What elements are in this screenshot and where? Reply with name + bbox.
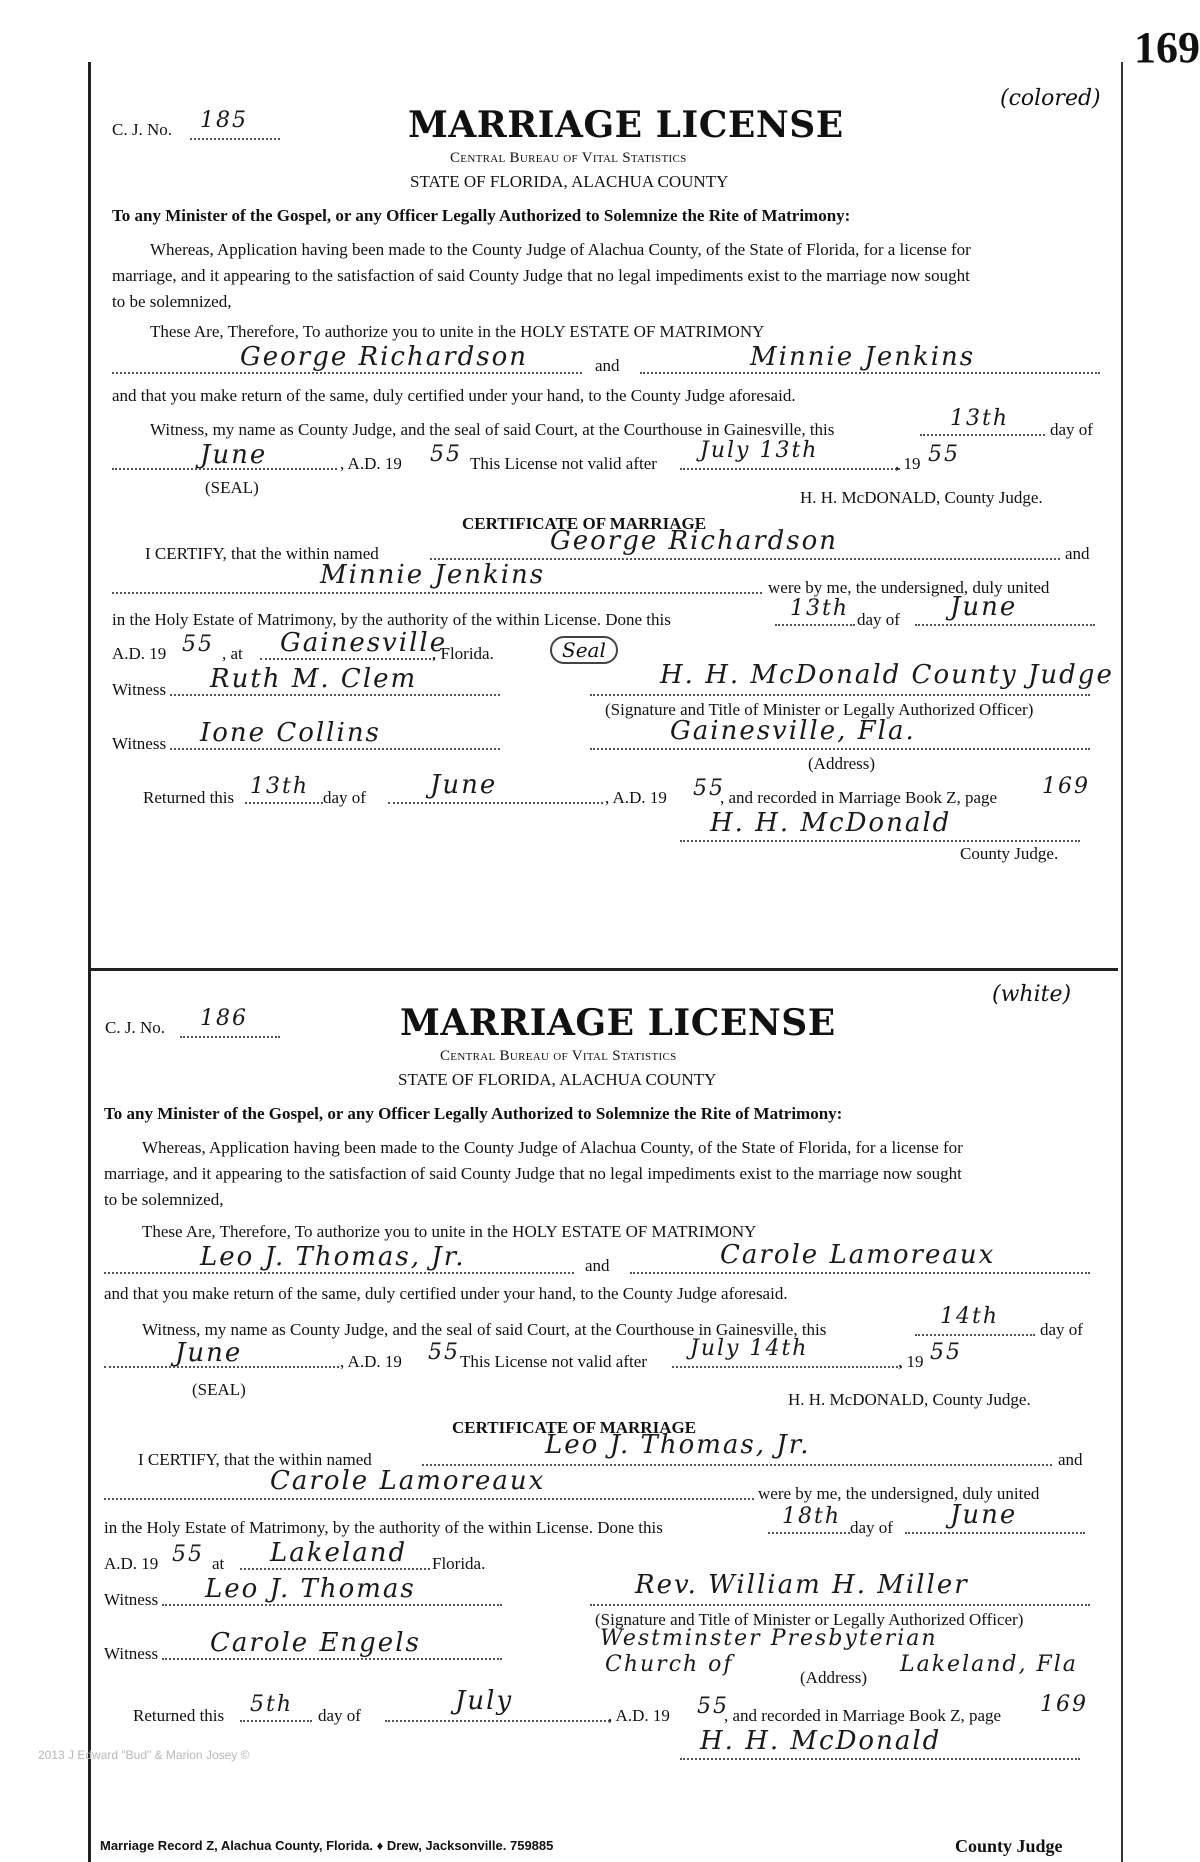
done-year: 55 — [172, 1542, 204, 1567]
seal-label: (SEAL) — [192, 1380, 246, 1399]
returned-day: 5th — [250, 1692, 294, 1717]
recorded-label: , and recorded in Marriage Book Z, page — [720, 788, 998, 807]
judge-sig-line — [680, 1758, 1080, 1760]
witness1-line — [162, 1604, 502, 1606]
witness1-name: Ruth M. Clem — [210, 664, 418, 694]
certify-label: I CERTIFY, that the within named — [145, 544, 379, 563]
whereas-line-1: Whereas, Application having been made to the County Judge of Alachua County, of the State of Florida, for a license for — [150, 240, 971, 259]
returned-this-label: Returned this — [143, 788, 235, 807]
whereas-line-2: marriage, and it appearing to the satisfaction of said County Judge that no legal impediments exist to the marriage now sought — [104, 1164, 962, 1183]
officiant-address-1: Westminster Presbyterian — [600, 1626, 938, 1651]
seal-stamp-text: Seal — [562, 638, 606, 662]
authorize-line: These Are, Therefore, To authorize you to unite in the HOLY ESTATE OF MATRIMONY — [150, 322, 765, 341]
done-month: June — [950, 1500, 1018, 1530]
not-valid-label: This License not valid after — [460, 1352, 647, 1371]
at-label: at — [212, 1554, 225, 1573]
bureau-subtitle: Central Bureau of Vital Statistics — [450, 150, 687, 166]
issue-month-line — [112, 468, 337, 470]
done-day: 13th — [790, 596, 850, 621]
bride-name: Carole Lamoreaux — [720, 1240, 996, 1270]
ad2-label: A.D. 19 — [112, 644, 167, 663]
returned-year: 55 — [697, 1694, 729, 1719]
cj-number: 185 — [200, 108, 248, 133]
cj-line — [180, 1036, 280, 1038]
and-label: and — [595, 356, 620, 375]
officiant-signature: Rev. William H. Miller — [635, 1570, 969, 1600]
bride-line — [630, 1272, 1090, 1274]
holy-estate-label: in the Holy Estate of Matrimony, by the authority of the within License. Done this — [112, 610, 671, 629]
were-by-me-label: were by me, the undersigned, duly united — [768, 578, 1050, 597]
officiant-signature: H. H. McDonald County Judge — [660, 660, 1114, 690]
footer-county-judge: County Judge — [955, 1836, 1063, 1856]
expiry-line — [680, 468, 900, 470]
issue-day-line — [915, 1334, 1035, 1336]
issue-year: 55 — [428, 1340, 460, 1365]
recorded-label: , and recorded in Marriage Book Z, page — [724, 1706, 1002, 1725]
state-subtitle: STATE OF FLORIDA, ALACHUA COUNTY — [398, 1070, 717, 1089]
seal-stamp — [550, 636, 618, 664]
done-day-line — [775, 624, 855, 626]
returned-day: 13th — [250, 774, 310, 799]
issue-day: 14th — [940, 1304, 1000, 1329]
record-page: 169 — [1040, 1692, 1088, 1717]
cj-label: C. J. No. — [105, 1018, 165, 1037]
judge-signature: H. H. McDonald — [710, 808, 952, 838]
witness2-line — [170, 748, 500, 750]
whereas-line-1: Whereas, Application having been made to the County Judge of Alachua County, of the State of Florida, for a license for — [142, 1138, 963, 1157]
florida-label: , Florida. — [432, 644, 494, 663]
officiant-address: Gainesville, Fla. — [670, 716, 916, 746]
license-title: MARRIAGE LICENSE — [400, 1002, 836, 1044]
done-month: June — [950, 592, 1018, 622]
place-line — [240, 1568, 430, 1570]
place-name: Gainesville — [280, 628, 448, 658]
bride-name: Minnie Jenkins — [750, 342, 976, 372]
judge-name: H. H. McDONALD, County Judge. — [788, 1390, 1031, 1409]
county-judge-label: County Judge. — [960, 844, 1059, 863]
returned-this-label: Returned this — [133, 1706, 225, 1725]
returned-day-of-label: day of — [318, 1706, 361, 1725]
race-note: (white) — [992, 982, 1072, 1007]
done-day: 18th — [782, 1504, 842, 1529]
place-name: Lakeland — [270, 1538, 408, 1568]
witness1-label: Witness — [104, 1590, 159, 1609]
license-title: MARRIAGE LICENSE — [408, 104, 844, 146]
groom-name: Leo J. Thomas, Jr. — [200, 1242, 466, 1272]
expiry-date: July 13th — [700, 438, 819, 463]
expiry-line — [672, 1366, 902, 1368]
done-day-of-label: day of — [857, 610, 900, 629]
state-subtitle: STATE OF FLORIDA, ALACHUA COUNTY — [410, 172, 729, 191]
returned-month-line — [385, 1720, 610, 1722]
witness1-line — [170, 694, 500, 696]
cj-line — [190, 138, 280, 140]
place-line — [260, 658, 435, 660]
section-divider — [88, 968, 1118, 971]
ad3-label: , A.D. 19 — [605, 788, 667, 807]
certificate-title: CERTIFICATE OF MARRIAGE — [462, 514, 707, 533]
page-number: 169 — [1134, 23, 1200, 72]
record-page: 169 — [1042, 774, 1090, 799]
expiry-year: 55 — [930, 1340, 962, 1365]
cert-groom-name: George Richardson — [550, 526, 839, 556]
cj-label: C. J. No. — [112, 120, 172, 139]
certify-label: I CERTIFY, that the within named — [138, 1450, 372, 1469]
expiry-year: 55 — [928, 442, 960, 467]
issue-day-line — [920, 434, 1045, 436]
returned-day-line — [245, 802, 323, 804]
florida-label: Florida. — [432, 1554, 486, 1573]
returned-year: 55 — [693, 776, 725, 801]
cert-bride-name: Minnie Jenkins — [320, 560, 546, 590]
whereas-line-2: marriage, and it appearing to the satisfaction of said County Judge that no legal impediments exist to the marriage now sought — [112, 266, 970, 285]
authorize-line: These Are, Therefore, To authorize you to unite in the HOLY ESTATE OF MATRIMONY — [142, 1222, 757, 1241]
bride-line — [640, 372, 1100, 374]
holy-estate-label: in the Holy Estate of Matrimony, by the authority of the within License. Done this — [104, 1518, 663, 1537]
groom-line — [104, 1272, 574, 1274]
judge-name: H. H. McDONALD, County Judge. — [800, 488, 1043, 507]
ad-label: , A.D. 19 — [340, 1352, 402, 1371]
cert-bride-line — [112, 592, 762, 594]
returned-month: July — [455, 1686, 514, 1716]
witness2-name: Ione Collins — [200, 718, 381, 748]
witness1-label: Witness — [112, 680, 167, 699]
address-line: To any Minister of the Gospel, or any Officer Legally Authorized to Solemnize the Rite of Matrimony: — [112, 206, 851, 225]
return-line: and that you make return of the same, duly certified under your hand, to the County Judge aforesaid. — [112, 386, 796, 405]
expiry-19: , 19 — [895, 454, 921, 473]
witness2-label: Witness — [112, 734, 167, 753]
day-of-label: day of — [1050, 420, 1093, 439]
officiant-line — [590, 694, 1090, 696]
return-line: and that you make return of the same, duly certified under your hand, to the County Judge aforesaid. — [104, 1284, 788, 1303]
seal-label: (SEAL) — [205, 478, 259, 497]
at-label: , at — [222, 644, 243, 663]
issue-day: 13th — [950, 406, 1010, 431]
returned-day-of-label: day of — [323, 788, 366, 807]
issue-year: 55 — [430, 442, 462, 467]
witness1-name: Leo J. Thomas — [205, 1574, 416, 1604]
officiant-line — [590, 1604, 1090, 1606]
and-label: and — [585, 1256, 610, 1275]
witness2-name: Carole Engels — [210, 1628, 421, 1658]
judge-signature: H. H. McDonald — [700, 1726, 942, 1756]
witness-judge-text: Witness, my name as County Judge, and the seal of said Court, at the Courthouse in Gainesville, this — [142, 1320, 827, 1339]
signature-caption: (Signature and Title of Minister or Legally Authorized Officer) — [605, 700, 1034, 719]
address-caption: (Address) — [808, 754, 876, 773]
ad2-label: A.D. 19 — [104, 1554, 159, 1573]
address-line-dots — [590, 748, 1090, 750]
issue-month: June — [200, 440, 268, 470]
groom-line — [112, 372, 582, 374]
expiry-date: July 14th — [690, 1336, 809, 1361]
ad3-label: , A.D. 19 — [608, 1706, 670, 1725]
returned-day-line — [240, 1720, 312, 1722]
ad-label: , A.D. 19 — [340, 454, 402, 473]
day-of-label: day of — [1040, 1320, 1083, 1339]
cj-number: 186 — [200, 1006, 248, 1031]
not-valid-label: This License not valid after — [470, 454, 657, 473]
done-year: 55 — [182, 632, 214, 657]
race-note: (colored) — [1000, 86, 1101, 111]
expiry-19: , 19 — [898, 1352, 924, 1371]
cert-bride-name: Carole Lamoreaux — [270, 1466, 546, 1496]
judge-sig-line — [680, 840, 1080, 842]
signature-caption: (Signature and Title of Minister or Legally Authorized Officer) — [595, 1610, 1024, 1629]
witness2-label: Witness — [104, 1644, 159, 1663]
address-line: To any Minister of the Gospel, or any Officer Legally Authorized to Solemnize the Rite of Matrimony: — [104, 1104, 843, 1123]
done-month-line — [905, 1532, 1085, 1534]
cert-and-label: and — [1065, 544, 1090, 563]
witness2-line — [162, 1658, 502, 1660]
were-by-me-label: were by me, the undersigned, duly united — [758, 1484, 1040, 1503]
cert-groom-name: Leo J. Thomas, Jr. — [545, 1430, 811, 1460]
done-day-line — [768, 1532, 850, 1534]
footer-imprint: Marriage Record Z, Alachua County, Florida. ♦ Drew, Jacksonville. 759885 — [100, 1838, 554, 1853]
copyright-watermark: 2013 J Edward "Bud" & Marion Josey © — [38, 1748, 250, 1762]
whereas-line-3: to be solemnized, — [104, 1190, 224, 1209]
returned-month-line — [388, 802, 603, 804]
officiant-address-3: Lakeland, Fla — [900, 1652, 1078, 1677]
certificate-title: CERTIFICATE OF MARRIAGE — [452, 1418, 697, 1437]
officiant-address-2: Church of — [605, 1652, 734, 1677]
returned-month: June — [430, 770, 498, 800]
whereas-line-3: to be solemnized, — [112, 292, 232, 311]
witness-judge-text: Witness, my name as County Judge, and the seal of said Court, at the Courthouse in Gainesville, this — [150, 420, 835, 439]
cert-and-label: and — [1058, 1450, 1083, 1469]
done-month-line — [915, 624, 1095, 626]
issue-month-line — [104, 1366, 339, 1368]
done-day-of-label: day of — [850, 1518, 893, 1537]
address-caption: (Address) — [800, 1668, 868, 1687]
bureau-subtitle: Central Bureau of Vital Statistics — [440, 1048, 677, 1064]
cert-bride-line — [104, 1498, 754, 1500]
groom-name: George Richardson — [240, 342, 529, 372]
issue-month: June — [175, 1338, 243, 1368]
